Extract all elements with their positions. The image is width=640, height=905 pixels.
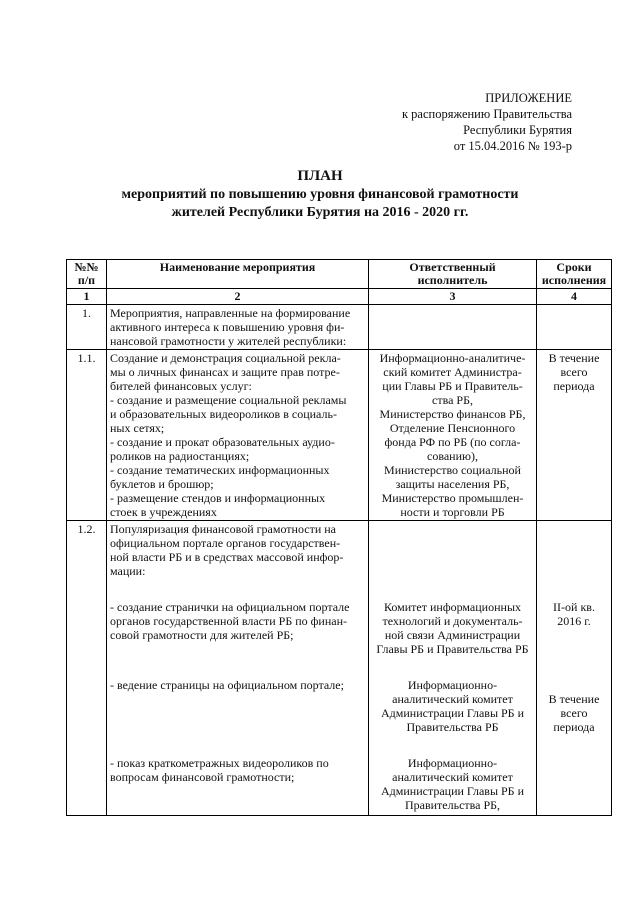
- appendix-line: к распоряжению Правительства: [401, 107, 572, 121]
- row-executor: [369, 305, 537, 350]
- header-row: [67, 260, 612, 289]
- header-term: Сроки исполнения: [537, 260, 612, 289]
- row-name: Мероприятия, направленные на формирование активного интереса к повышению уровня фи- нансовой грамотности у жителей республики:: [107, 305, 369, 350]
- header-executor: Ответственный исполнитель: [369, 260, 537, 289]
- row-executor: Информационно-аналитиче- ский комитет Администра- ции Главы РБ и Правитель- ства РБ, Министерство финансов РБ, Отделение Пенсионного фонда РФ по РБ (по согла- сованию), Министерство социальной защиты населения РБ, Министерство промышлен- ности и торговли РБ: [369, 350, 537, 521]
- appendix-block: [312, 90, 572, 154]
- appendix-line: ПРИЛОЖЕНИЕ: [485, 91, 572, 105]
- table-row: [67, 350, 612, 521]
- doc-title: ПЛАН: [297, 168, 343, 184]
- plan-table: [66, 259, 612, 816]
- row-term: [537, 305, 612, 350]
- row-term: II-ой кв. 2016 г. В течение всего периода: [537, 521, 612, 816]
- appendix-line: от 15.04.2016 № 193-р: [453, 139, 572, 153]
- col-number: 4: [537, 289, 612, 305]
- col-number: 3: [369, 289, 537, 305]
- doc-subtitle: мероприятий по повышению уровня финансовой грамотности: [121, 187, 519, 202]
- header-num: №№ п/п: [67, 260, 107, 289]
- appendix-line: Республики Бурятия: [463, 123, 572, 137]
- row-number: 1.2.: [67, 521, 107, 816]
- col-number: 2: [107, 289, 369, 305]
- row-name: Популяризация финансовой грамотности на официальном портале органов государствен- ной власти РБ и в средствах массовой инфор- мации: - создание странички на официальном портале органов государственной власти РБ по финан- совой грамотности для жителей РБ; - ведение страницы на официальном портале; - показ краткометражных видеороликов по вопросам финансовой грамотности;: [107, 521, 369, 816]
- row-term: В течение всего периода: [537, 350, 612, 521]
- column-numbers-row: [67, 289, 612, 305]
- doc-subtitle: жителей Республики Бурятия на 2016 - 2020 гг.: [171, 205, 469, 220]
- row-number: 1.1.: [67, 350, 107, 521]
- header-name: Наименование мероприятия: [107, 260, 369, 289]
- row-name: Создание и демонстрация социальной рекла- мы о личных финансах и защите прав потре- бителей финансовых услуг: - создание и размещение социальной рекламы и образовательных видеороликов в социаль- ных сетях; - создание и прокат образовательных аудио- роликов на радиостанциях; - создание тематических информационных буклетов и брошюр; - размещение стендов и информационных стоек в учреждениях: [107, 350, 369, 521]
- table-row: [67, 305, 612, 350]
- row-number: 1.: [67, 305, 107, 350]
- row-executor: Комитет информационных технологий и документаль- ной связи Администрации Главы РБ и Правительства РБ Информационно- аналитический комитет Администрации Главы РБ и Правительства РБ Информационно- аналитический комитет Администрации Главы РБ и Правительства РБ,: [369, 521, 537, 816]
- col-number: 1: [67, 289, 107, 305]
- table-row: [67, 521, 612, 816]
